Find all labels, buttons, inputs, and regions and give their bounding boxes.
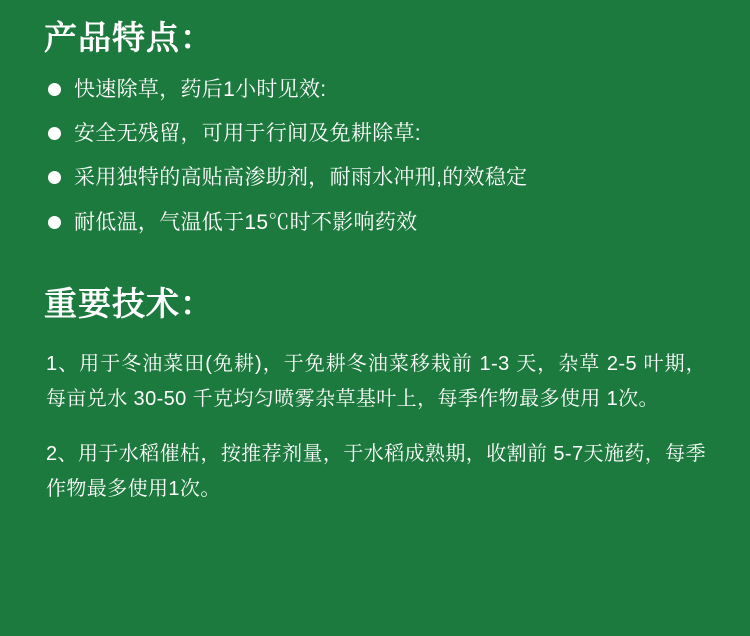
important-technique-title: 重要技术： bbox=[44, 285, 214, 323]
list-item bbox=[48, 208, 710, 238]
bullet-icon bbox=[48, 171, 61, 184]
bullet-icon bbox=[48, 127, 61, 140]
product-features-list bbox=[44, 75, 710, 239]
list-item bbox=[48, 119, 710, 149]
bullet-icon bbox=[48, 83, 61, 96]
list-item bbox=[48, 163, 710, 193]
product-features-title: 产品特点： bbox=[44, 19, 214, 56]
technique-item: 1、用于冬油菜田(免耕)，于免耕冬油菜移栽前 1-3 天，杂草 2-5 叶期，每亩兑水 30-50 千克均匀喷雾杂草基叶上，每季作物最多使用 1次。 bbox=[46, 352, 706, 410]
feature-text: 采用独特的高贴高渗助剂，耐雨水冲刑,的效稳定 bbox=[74, 166, 528, 190]
bullet-icon bbox=[48, 216, 61, 229]
feature-text: 快速除草，药后1小时见效: bbox=[74, 77, 327, 101]
feature-text: 安全无残留，可用于行间及免耕除草: bbox=[74, 121, 421, 145]
technique-item: 2、用于水稻催枯，按推荐剂量，于水稻成熟期，收割前 5-7天施药，每季作物最多使用1次。 bbox=[46, 442, 706, 500]
feature-text: 耐低温，气温低于15℃时不影响药效 bbox=[74, 210, 418, 234]
important-technique-list bbox=[44, 347, 710, 507]
list-item bbox=[48, 75, 710, 105]
